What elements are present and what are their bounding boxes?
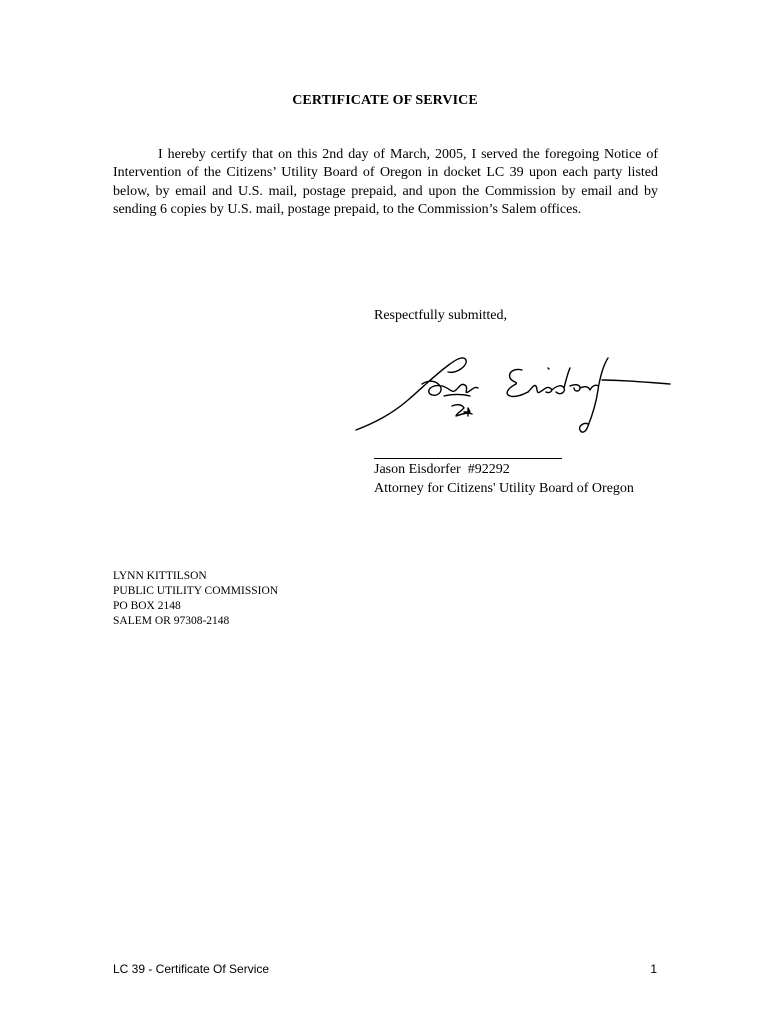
- service-address-block: [113, 569, 278, 629]
- address-line: PUBLIC UTILITY COMMISSION: [113, 585, 279, 598]
- document-title: CERTIFICATE OF SERVICE: [292, 93, 478, 108]
- address-line: SALEM OR 97308-2148: [113, 615, 230, 628]
- certification-paragraph: I hereby certify that on this 2nd day of March, 2005, I served the foregoing Notice of Intervention of the Citizens’ Utility Board of Oregon in docket LC 39 upon each party listed below, by email and U.S. mail, postage prepaid, and upon the Commission by email and by sending 6 copies by U.S. mail, postage prepaid, to the Commission’s Salem offices.: [113, 147, 658, 218]
- closing-line: Respectfully submitted,: [374, 308, 507, 323]
- signer-title: Attorney for Citizens' Utility Board of Oregon: [374, 481, 634, 496]
- footer-page-number: 1: [650, 962, 657, 976]
- address-line: PO BOX 2148: [113, 600, 181, 613]
- address-line: LYNN KITTILSON: [113, 570, 207, 582]
- handwritten-signature: [352, 350, 677, 440]
- signer-name: Jason Eisdorfer #92292: [374, 462, 510, 477]
- footer-document-label: LC 39 - Certificate Of Service: [113, 962, 270, 976]
- signature-line: [374, 458, 562, 459]
